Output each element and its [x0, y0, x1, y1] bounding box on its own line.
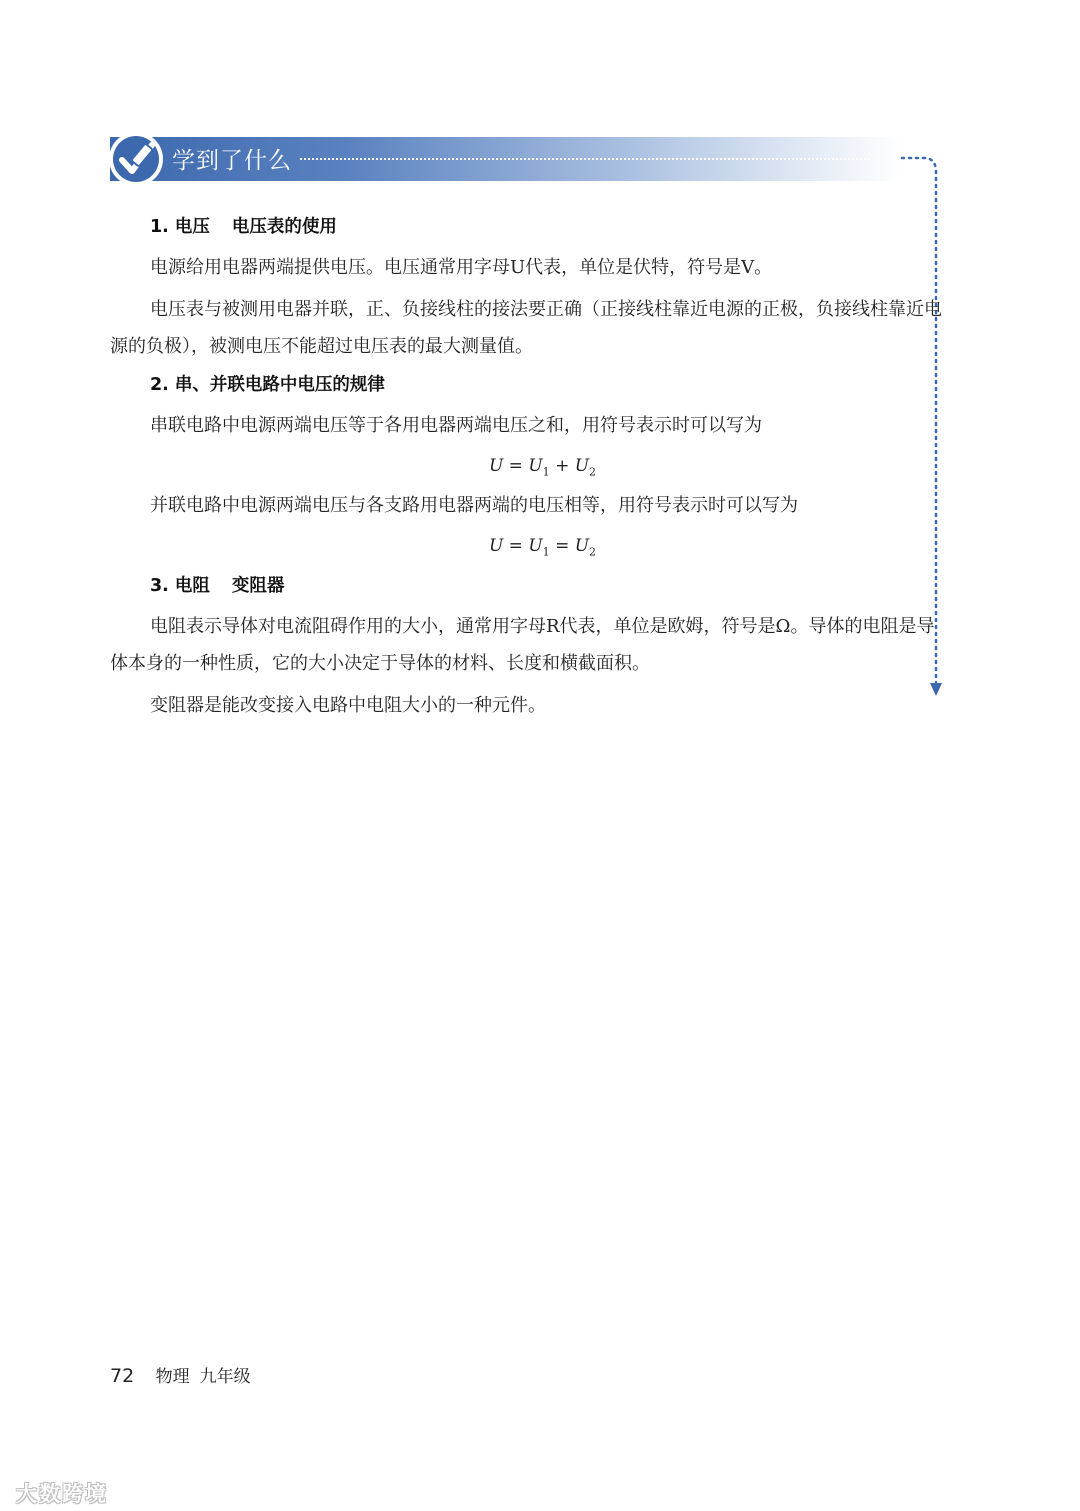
paragraph: 并联电路中电源两端电压与各支路用电器两端的电压相等，用符号表示时可以写为	[150, 495, 798, 516]
summary-content	[110, 212, 945, 729]
formula-parallel: $U = U_1 = U_2$	[488, 536, 597, 559]
page-footer	[110, 1362, 251, 1387]
paragraph: 电源给用电器两端提供电压。电压通常用字母U代表，单位是伏特，符号是V。	[150, 257, 773, 278]
section-1-heading: 1. 电压 电压表的使用	[150, 217, 337, 237]
watermark: 大数跨境	[16, 1482, 108, 1506]
section-3-heading: 3. 电阻 变阻器	[150, 576, 285, 596]
paragraph: 串联电路中电源两端电压等于各用电器两端电压之和，用符号表示时可以写为	[150, 415, 762, 436]
page-number: 72	[110, 1365, 135, 1387]
grade-label: 九年级	[199, 1367, 251, 1387]
paragraph: 电阻表示导体对电流阻碍作用的大小，通常用字母R代表，单位是欧姆，符号是Ω。导体的电阻是导体本身的一种性质，它的大小决定于导体的材料、长度和横截面积。	[110, 616, 935, 674]
subject-label: 物理	[155, 1367, 190, 1387]
section-title: 学到了什么	[172, 148, 292, 174]
formula-series: $U = U_1 + U_2$	[488, 456, 597, 479]
paragraph: 变阻器是能改变接入电路中电阻大小的一种元件。	[150, 695, 546, 716]
paragraph: 电压表与被测用电器并联，正、负接线柱的接法要正确（正接线柱靠近电源的正极，负接线柱靠近电源的负极），被测电压不能超过电压表的最大测量值。	[110, 299, 942, 357]
pencil-check-icon	[106, 129, 166, 189]
header-dotted-line	[300, 158, 870, 160]
section-2-heading: 2. 串、并联电路中电压的规律	[150, 375, 385, 395]
